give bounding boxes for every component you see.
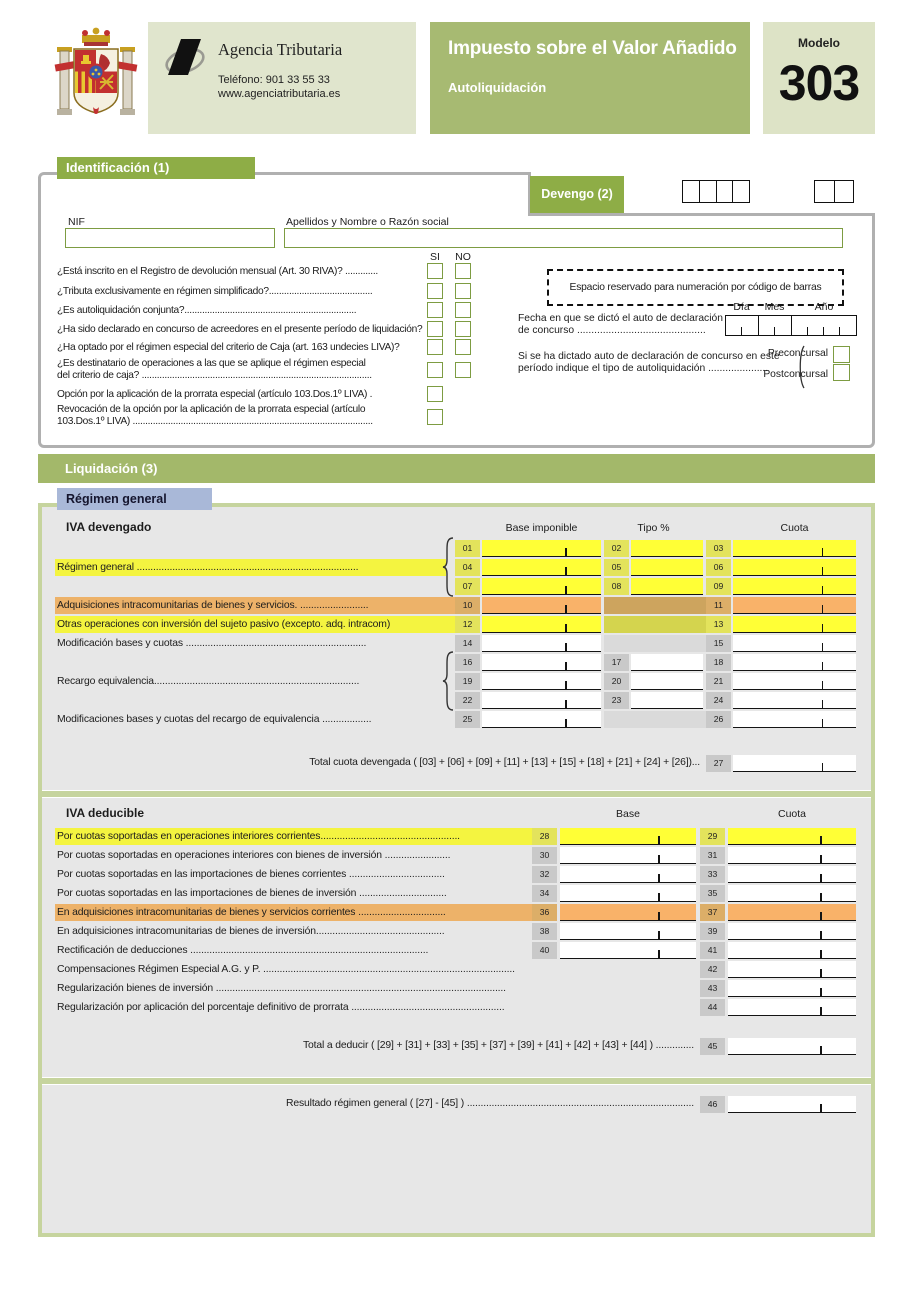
model-number: 303	[778, 55, 860, 111]
cuota-field[interactable]	[728, 866, 856, 883]
row-label: Otras operaciones con inversión del sujeto pasivo (excepto. adq. intracom)	[57, 619, 391, 630]
tipo-field[interactable]	[631, 692, 703, 709]
row-label: Por cuotas soportadas en operaciones interiores corrientes...................................................	[57, 831, 460, 842]
decimal-tick	[822, 719, 824, 727]
field-number: 27	[706, 755, 731, 772]
question-label: Revocación de la opción por la aplicación de la prorrata especial (artículo	[57, 404, 366, 415]
question-label: ¿Es autoliquidación conjunta?....................................................................	[57, 305, 357, 316]
tipo-field[interactable]	[631, 578, 703, 595]
decimal-tick	[822, 605, 824, 613]
form-subtitle: Autoliquidación	[448, 80, 547, 95]
field-number: 32	[532, 866, 557, 883]
field-number: 07	[455, 578, 480, 595]
col-header-tipo: Tipo %	[637, 522, 670, 534]
no-column-header: NO	[455, 251, 471, 263]
decimal-tick	[565, 624, 567, 632]
no-checkbox[interactable]	[455, 283, 471, 299]
base-field[interactable]	[482, 635, 601, 652]
decimal-tick	[565, 681, 567, 689]
iva-devengado-title: IVA devengado	[66, 520, 152, 534]
cuota-field[interactable]	[728, 828, 856, 845]
preconcursal-label: Preconcursal	[767, 348, 828, 359]
field-number: 02	[604, 540, 629, 557]
decimal-tick	[822, 624, 824, 632]
name-label: Apellidos y Nombre o Razón social	[286, 216, 449, 228]
concurso-brace-icon	[797, 345, 805, 394]
row-label: Compensaciones Régimen Especial A.G. y P. ............................................................................................	[57, 964, 515, 975]
si-checkbox[interactable]	[427, 409, 443, 425]
base-field[interactable]	[560, 942, 696, 959]
field-number: 05	[604, 559, 629, 576]
mes-header: Mes	[764, 301, 785, 313]
agency-phone: Teléfono: 901 33 55 33	[218, 74, 330, 86]
periodo-cell[interactable]	[815, 181, 835, 202]
tipo-gap	[604, 597, 706, 614]
question-label: ¿Tributa exclusivamente en régimen simplificado?.........................................	[57, 286, 373, 297]
row-label: En adquisiciones intracomunitarias de bienes y servicios corrientes ................................	[57, 907, 446, 918]
decimal-tick	[658, 855, 660, 863]
field-number: 26	[706, 711, 731, 728]
concurso-type-label-2: período indique el tipo de autoliquidación .....................	[518, 363, 769, 374]
decimal-tick	[820, 836, 822, 844]
recargo-equivalencia-brace-icon	[442, 651, 454, 716]
field-number: 24	[706, 692, 731, 709]
field-number: 06	[706, 559, 731, 576]
si-checkbox[interactable]	[427, 321, 443, 337]
iva-deducible-title: IVA deducible	[66, 806, 145, 820]
decimal-tick	[820, 931, 822, 939]
decimal-tick	[565, 548, 567, 556]
field-number: 20	[604, 673, 629, 690]
base-field[interactable]	[482, 654, 601, 671]
decimal-tick	[822, 567, 824, 575]
date-cell[interactable]	[808, 316, 824, 335]
resultado-field[interactable]	[728, 1096, 856, 1113]
cuota-field[interactable]	[728, 847, 856, 864]
preconcursal-checkbox[interactable]	[833, 346, 850, 363]
field-number: 45	[700, 1038, 725, 1055]
name-input[interactable]	[284, 228, 843, 248]
spain-coat-of-arms	[52, 25, 140, 131]
field-number: 17	[604, 654, 629, 671]
field-number: 42	[700, 961, 725, 978]
decimal-tick	[820, 874, 822, 882]
field-number: 01	[455, 540, 480, 557]
concurso-type-label-1: Si se ha dictado auto de declaración de concurso en este	[518, 351, 780, 362]
question-label: ¿Ha sido declarado en concurso de acreedores en el presente período de liquidación?	[57, 324, 423, 335]
field-number: 41	[700, 942, 725, 959]
field-number: 36	[532, 904, 557, 921]
base-field[interactable]	[482, 616, 601, 633]
decimal-tick	[565, 719, 567, 727]
ejercicio-field[interactable]	[682, 180, 750, 203]
field-number: 40	[532, 942, 557, 959]
base-field[interactable]	[482, 711, 601, 728]
field-number: 11	[706, 597, 731, 614]
nif-label: NIF	[68, 216, 85, 228]
base-field[interactable]	[482, 559, 601, 576]
field-number: 10	[455, 597, 480, 614]
decimal-tick	[820, 912, 822, 920]
panel-separator	[42, 790, 871, 798]
regimen-general-brace-icon	[442, 537, 454, 602]
cuota-field[interactable]	[733, 616, 856, 633]
field-number: 19	[455, 673, 480, 690]
resultado-label: Resultado régimen general ( [27] - [45] ) ...................................................................................	[286, 1098, 694, 1109]
row-label: Adquisiciones intracomunitarias de bienes y servicios. .........................	[57, 600, 369, 611]
decimal-tick	[565, 700, 567, 708]
field-number: 09	[706, 578, 731, 595]
tipo-field[interactable]	[631, 540, 703, 557]
model-panel	[763, 22, 875, 134]
base-field[interactable]	[482, 540, 601, 557]
decimal-tick	[658, 950, 660, 958]
tipo-field[interactable]	[631, 559, 703, 576]
field-number: 23	[604, 692, 629, 709]
cuota-field[interactable]	[728, 885, 856, 902]
agencia-tributaria-logo-icon	[164, 38, 208, 83]
decimal-tick	[822, 586, 824, 594]
decimal-tick	[820, 1007, 822, 1015]
tipo-gap	[604, 635, 706, 652]
cuota-field[interactable]	[728, 942, 856, 959]
si-checkbox[interactable]	[427, 362, 443, 378]
periodo-field[interactable]	[814, 180, 854, 203]
question-label: ¿Ha optado por el régimen especial del criterio de Caja (art. 163 undecies LIVA)?	[57, 342, 400, 353]
form-title-panel	[430, 22, 750, 134]
no-checkbox[interactable]	[455, 263, 471, 279]
base-field[interactable]	[560, 866, 696, 883]
devengo-section-label: Devengo (2)	[530, 176, 624, 213]
row-label: Rectificación de deducciones .......................................................................................	[57, 945, 429, 956]
si-checkbox[interactable]	[427, 339, 443, 355]
cuota-field[interactable]	[733, 673, 856, 690]
row-label: Por cuotas soportadas en las importaciones de bienes corrientes ...................................	[57, 869, 445, 880]
row-label: Por cuotas soportadas en operaciones interiores con bienes de inversión ........................	[57, 850, 451, 861]
ano-header: Año	[814, 301, 834, 313]
periodo-cell[interactable]	[835, 181, 854, 202]
field-number: 25	[455, 711, 480, 728]
field-number: 34	[532, 885, 557, 902]
cuota-field[interactable]	[733, 597, 856, 614]
base-field[interactable]	[560, 885, 696, 902]
ejercicio-cell[interactable]	[700, 181, 717, 202]
total-deducir-field[interactable]	[728, 1038, 856, 1055]
field-number: 08	[604, 578, 629, 595]
field-number: 04	[455, 559, 480, 576]
field-number: 37	[700, 904, 725, 921]
decimal-tick	[565, 586, 567, 594]
field-number: 21	[706, 673, 731, 690]
date-cell[interactable]	[726, 316, 742, 335]
question-label: ¿Está inscrito en el Registro de devolución mensual (Art. 30 RIVA)? .............	[57, 266, 378, 277]
row-label: Regularización por aplicación del porcentaje definitivo de prorrata ........................................................	[57, 1002, 505, 1013]
row-label: En adquisiciones intracomunitarias de bienes de inversión...............................................	[57, 926, 445, 937]
dia-header: Día	[733, 301, 750, 313]
tipo-field[interactable]	[631, 673, 703, 690]
field-number: 31	[700, 847, 725, 864]
cuota-field[interactable]	[728, 904, 856, 921]
cuota-field[interactable]	[733, 559, 856, 576]
nif-input[interactable]	[65, 228, 275, 248]
regimen-general-label: Régimen general	[57, 488, 212, 510]
col-header-cuota: Cuota	[780, 522, 809, 534]
ejercicio-cell[interactable]	[733, 181, 749, 202]
field-number: 03	[706, 540, 731, 557]
decimal-tick	[820, 855, 822, 863]
field-number: 29	[700, 828, 725, 845]
cuota-field[interactable]	[733, 711, 856, 728]
field-number: 46	[700, 1096, 725, 1113]
decimal-tick	[820, 893, 822, 901]
barcode-reserved-text: Espacio reservado para numeración por código de barras	[569, 282, 822, 293]
cuota-field[interactable]	[728, 980, 856, 997]
no-checkbox[interactable]	[455, 302, 471, 318]
base-field[interactable]	[482, 673, 601, 690]
concurso-date-label-1: Fecha en que se dictó el auto de declaración	[518, 313, 723, 324]
row-label: Por cuotas soportadas en las importaciones de bienes de inversión ................................	[57, 888, 447, 899]
cuota-field[interactable]	[733, 654, 856, 671]
si-checkbox[interactable]	[427, 283, 443, 299]
postconcursal-label: Postconcursal	[763, 369, 828, 380]
postconcursal-checkbox[interactable]	[833, 364, 850, 381]
question-label: Opción por la aplicación de la prorrata especial (artículo 103.Dos.1º LIVA) .	[57, 389, 373, 400]
col-header-cuota: Cuota	[777, 808, 807, 820]
decimal-tick	[658, 836, 660, 844]
field-number: 15	[706, 635, 731, 652]
total-devengada-label: Total cuota devengada ( [03] + [06] + [09] + [11] + [13] + [15] + [18] + [21] + [24] + [26])...	[309, 757, 700, 768]
tipo-gap	[604, 616, 706, 633]
date-cell[interactable]	[775, 316, 792, 335]
agency-panel	[148, 22, 416, 134]
agency-website: www.agenciatributaria.es	[218, 88, 341, 100]
si-column-header: SI	[430, 251, 440, 263]
col-header-base-imponible: Base imponible	[505, 522, 578, 534]
decimal-tick	[822, 681, 824, 689]
field-number: 28	[532, 828, 557, 845]
date-cell[interactable]	[742, 316, 759, 335]
field-number: 18	[706, 654, 731, 671]
no-checkbox[interactable]	[455, 362, 471, 378]
decimal-tick	[820, 969, 822, 977]
date-cell[interactable]	[824, 316, 840, 335]
agency-name: Agencia Tributaria	[218, 40, 343, 59]
field-number: 12	[455, 616, 480, 633]
cuota-field[interactable]	[728, 923, 856, 940]
row-label: Regularización bienes de inversión ..........................................................................................................	[57, 983, 506, 994]
decimal-tick	[565, 662, 567, 670]
cuota-field[interactable]	[728, 999, 856, 1016]
total-deducir-label: Total a deducir ( [29] + [31] + [33] + [35] + [37] + [39] + [41] + [42] + [43] + [44] ) ..............	[302, 1040, 694, 1051]
si-checkbox[interactable]	[427, 386, 443, 402]
decimal-tick	[565, 605, 567, 613]
ejercicio-cell[interactable]	[683, 181, 700, 202]
tipo-field[interactable]	[631, 654, 703, 671]
cuota-field[interactable]	[733, 635, 856, 652]
question-label: ¿Es destinatario de operaciones a las que se aplique el régimen especial	[57, 358, 366, 369]
field-number: 38	[532, 923, 557, 940]
cuota-field[interactable]	[728, 961, 856, 978]
date-cell[interactable]	[792, 316, 808, 335]
row-label: Recargo equivalencia...........................................................................	[57, 676, 360, 687]
decimal-tick	[820, 950, 822, 958]
decimal-tick	[822, 643, 824, 651]
decimal-tick	[658, 893, 660, 901]
decimal-tick	[565, 567, 567, 575]
si-checkbox[interactable]	[427, 263, 443, 279]
concurso-date-label-2: de concurso .............................................	[518, 325, 706, 336]
question-label: del criterio de caja? ...........................................................................................	[57, 369, 372, 381]
si-checkbox[interactable]	[427, 302, 443, 318]
decimal-tick	[565, 643, 567, 651]
question-label: 103.Dos.1º LIVA) ...............................................................................................	[57, 415, 373, 427]
base-field[interactable]	[482, 578, 601, 595]
liquidacion-section-bar: Liquidación (3)	[38, 454, 875, 483]
field-number: 14	[455, 635, 480, 652]
date-cell[interactable]	[840, 316, 856, 335]
decimal-tick	[820, 988, 822, 996]
cuota-field[interactable]	[733, 540, 856, 557]
row-label: Modificación bases y cuotas ..................................................................	[57, 638, 367, 649]
row-label: Modificaciones bases y cuotas del recargo de equivalencia ..................	[57, 714, 372, 725]
form-title: Impuesto sobre el Valor Añadido	[448, 38, 737, 59]
decimal-tick	[822, 700, 824, 708]
field-number: 16	[455, 654, 480, 671]
base-field[interactable]	[560, 847, 696, 864]
row-label: Régimen general .................................................................................	[57, 562, 359, 573]
base-field[interactable]	[482, 692, 601, 709]
date-cell[interactable]	[759, 316, 775, 335]
base-field[interactable]	[560, 923, 696, 940]
tipo-gap	[604, 711, 706, 728]
model-label: Modelo	[798, 36, 840, 50]
cuota-field[interactable]	[733, 578, 856, 595]
concurso-date-field[interactable]	[725, 315, 857, 336]
no-checkbox[interactable]	[455, 321, 471, 337]
field-number: 35	[700, 885, 725, 902]
field-number: 43	[700, 980, 725, 997]
decimal-tick	[658, 912, 660, 920]
base-field[interactable]	[482, 597, 601, 614]
decimal-tick	[822, 548, 824, 556]
ejercicio-cell[interactable]	[717, 181, 734, 202]
decimal-tick	[658, 931, 660, 939]
field-number: 44	[700, 999, 725, 1016]
field-number: 39	[700, 923, 725, 940]
identificacion-section-label: Identificación (1)	[57, 157, 255, 179]
no-checkbox[interactable]	[455, 339, 471, 355]
total-devengada-field[interactable]	[733, 755, 856, 772]
field-number: 30	[532, 847, 557, 864]
cuota-field[interactable]	[733, 692, 856, 709]
field-number: 22	[455, 692, 480, 709]
decimal-tick	[658, 874, 660, 882]
panel-separator	[42, 1077, 871, 1085]
base-field[interactable]	[560, 828, 696, 845]
field-number: 13	[706, 616, 731, 633]
base-field[interactable]	[560, 904, 696, 921]
field-number: 33	[700, 866, 725, 883]
col-header-base: Base	[616, 808, 640, 820]
decimal-tick	[822, 662, 824, 670]
